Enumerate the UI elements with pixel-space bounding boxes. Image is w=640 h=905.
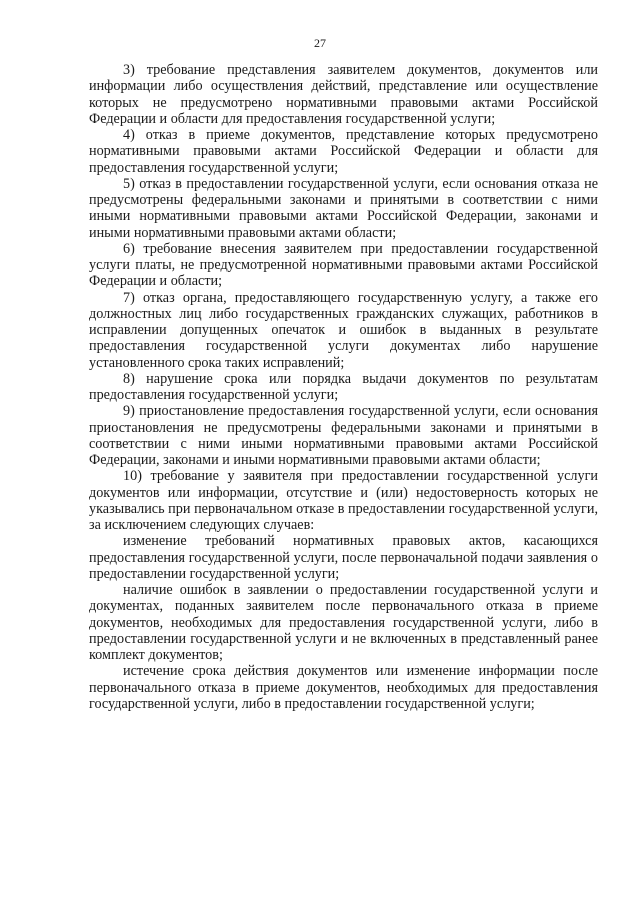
- document-body: [89, 62, 598, 712]
- paragraph-exception-1: изменение требований нормативных правовых актов, касающихся предоставления государственной услуги, после первоначальной подачи заявления о предоставлении государственной услуги;: [89, 533, 598, 582]
- paragraph-item-8: 8) нарушение срока или порядка выдачи документов по результатам предоставления государственной услуги;: [89, 370, 598, 403]
- paragraph-item-3: 3) требование представления заявителем документов, документов или информации либо осуществления действий, представление или осуществление которых не предусмотрено нормативными правовыми актами Российской Федерации и области для предоставления государственной услуги;: [89, 62, 598, 127]
- paragraph-item-4: 4) отказ в приеме документов, представление которых предусмотрено нормативными правовыми актами Российской Федерации и области для предоставления государственной услуги;: [89, 127, 598, 176]
- paragraph-item-9: 9) приостановление предоставления государственной услуги, если основания приостановления не предусмотрены федеральными законами и принятыми в соответствии с ними иными нормативными правовыми актами Российской Федерации, законами и иными нормативными правовыми актами области;: [89, 403, 598, 468]
- paragraph-item-7: 7) отказ органа, предоставляющего государственную услугу, а также его должностных лиц либо государственных гражданских служащих, работников в исправлении допущенных опечаток и ошибок в выданных в результате предоставления государственной услуги документах либо нарушение установленного срока таких исправлений;: [89, 289, 598, 371]
- paragraph-exception-2: наличие ошибок в заявлении о предоставлении государственной услуги и документах, поданных заявителем после первоначального отказа в приеме документов, необходимых для предоставления государственной услуги, либо в предоставлении государственной услуги и не включенных в представленный ранее комплект документов;: [89, 582, 598, 663]
- paragraph-item-5: 5) отказ в предоставлении государственной услуги, если основания отказа не предусмотрены федеральными законами и принятыми в соответствии с ними иными нормативными правовыми актами Российской Федерации, законами и иными нормативными правовыми актами области;: [89, 175, 598, 241]
- paragraph-item-10: 10) требование у заявителя при предоставлении государственной услуги документов или информации, отсутствие и (или) недостоверность которых не указывались при первоначальном отказе в предоставлении государственной услуги, за исключением следующих случаев:: [89, 468, 598, 533]
- page-number: 27: [314, 36, 326, 50]
- paragraph-exception-3: истечение срока действия документов или изменение информации после первоначального отказа в приеме документов, необходимых для предоставления государственной услуги, либо в предоставлении государственной услуги;: [89, 663, 598, 712]
- paragraph-item-6: 6) требование внесения заявителем при предоставлении государственной услуги платы, не предусмотренной нормативными правовыми актами Российской Федерации и области;: [89, 240, 598, 290]
